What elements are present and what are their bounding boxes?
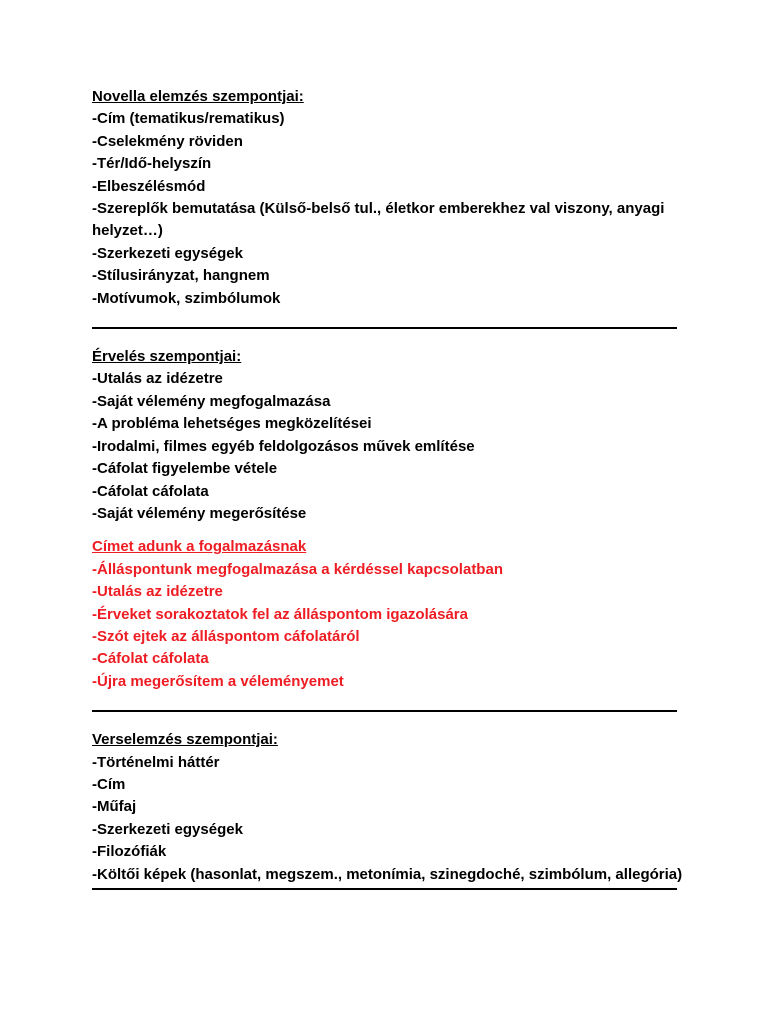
- list-item: -Cáfolat cáfolata: [92, 482, 209, 500]
- list-item: -Szerkezeti egységek: [92, 820, 243, 838]
- list-item-red: -Utalás az idézetre: [92, 583, 223, 601]
- list-item: -Irodalmi, filmes egyéb feldolgozásos művek említése: [92, 437, 475, 455]
- paragraph-gap: [92, 525, 692, 536]
- list-item: -Elbeszélésmód: [92, 177, 206, 195]
- list-item: -Szerkezeti egységek: [92, 244, 243, 262]
- horizontal-divider: [92, 327, 677, 329]
- section-heading-red: Címet adunk a fogalmazásnak: [92, 538, 307, 556]
- list-item: -Szereplők bemutatása (Külső-belső tul., életkor emberekhez val viszony, anyagi helyzet…): [92, 200, 665, 240]
- list-item: -Stílusirányzat, hangnem: [92, 267, 270, 285]
- list-item-red: -Cáfolat cáfolata: [92, 650, 209, 668]
- list-item: -Cáfolat figyelembe vétele: [92, 460, 278, 478]
- horizontal-divider: [92, 710, 677, 712]
- list-item: -Utalás az idézetre: [92, 370, 223, 388]
- list-item-red: -Szót ejtek az álláspontom cáfolatáról: [92, 627, 360, 645]
- section-heading-novella: Novella elemzés szempontjai:: [92, 88, 304, 105]
- list-item: -Saját vélemény megfogalmazása: [92, 392, 331, 410]
- list-item: -Motívumok, szimbólumok: [92, 289, 281, 307]
- list-item-red: -Érveket sorakoztatok fel az álláspontom igazolására: [92, 605, 468, 623]
- list-item: -A probléma lehetséges megközelítései: [92, 415, 372, 433]
- horizontal-divider: [92, 888, 677, 890]
- list-item: -Filozófiák: [92, 843, 167, 861]
- list-item-red: -Álláspontunk megfogalmazása a kérdéssel kapcsolatban: [92, 560, 503, 578]
- list-item: -Saját vélemény megerősítése: [92, 504, 307, 522]
- list-item: -Cselekmény röviden: [92, 132, 243, 150]
- list-item: -Tér/Idő-helyszín: [92, 155, 212, 173]
- list-item: -Cím (tematikus/rematikus): [92, 110, 285, 128]
- list-item: -Történelmi háttér: [92, 753, 220, 771]
- list-item-red: -Újra megerősítem a véleményemet: [92, 672, 344, 690]
- list-item: -Műfaj: [92, 798, 137, 816]
- list-item: -Költői képek (hasonlat, megszem., metonímia, szinegdoché, szimbólum, allegória): [92, 865, 683, 883]
- list-item: -Cím: [92, 775, 126, 793]
- document-body: [92, 86, 692, 890]
- section-heading-erveles: Érvelés szempontjai:: [92, 348, 242, 366]
- section-heading-verselemzes: Verselemzés szempontjai:: [92, 731, 278, 749]
